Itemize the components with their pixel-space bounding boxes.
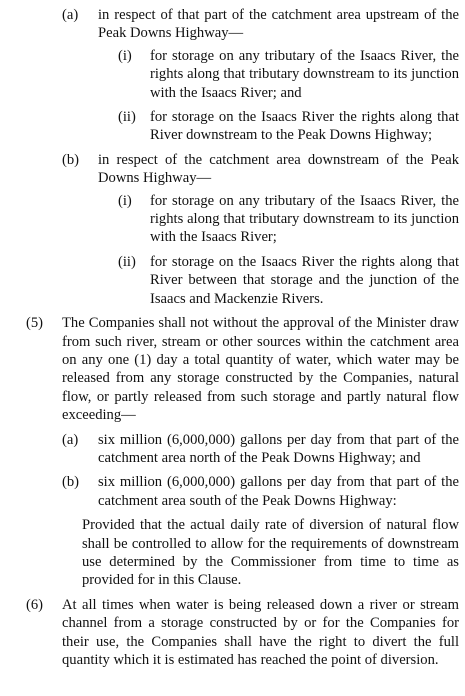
item-number: (ii)	[118, 253, 136, 270]
item-text: six million (6,000,000) gallons per day from that part of the catchment area south of the Peak Downs Highway:	[98, 474, 459, 509]
item-number: (b)	[62, 151, 80, 168]
item-text: for storage on the Isaacs River the rights along that River between that storage and the junction of the Isaacs and Mackenzie Rivers.	[150, 253, 459, 307]
subpara-ii-upstream	[0, 108, 465, 145]
item-text: for storage on any tributary of the Isaacs River, the rights along that tributary downstream to its junction with the Isaacs River;	[150, 192, 459, 246]
item-text: for storage on any tributary of the Isaacs River, the rights along that tributary downstream to its junction with the Isaacs River; and	[150, 47, 459, 101]
item-text: for storage on the Isaacs River the rights along that River downstream to the Peak Downs Highway;	[150, 109, 459, 144]
para-b-south	[0, 473, 465, 510]
proviso-text: Provided that the actual daily rate of diversion of natural flow shall be controlled to allow for the requirements of downstream use determined by the Commissioner from time to time as provided for in this Clause.	[82, 517, 459, 589]
clause-number: (5)	[26, 315, 44, 332]
item-text: in respect of the catchment area downstream of the Peak Downs Highway—	[98, 151, 459, 187]
para-a-upstream	[0, 6, 465, 43]
item-number: (b)	[62, 474, 80, 491]
item-number: (i)	[118, 192, 132, 209]
subpara-ii-downstream	[0, 253, 465, 308]
para-a-north	[0, 431, 465, 468]
clause-text: At all times when water is being released down a river or stream channel from a storage constructed by or for the Companies for their use, the Companies shall have the right to divert the full quantity which it is estimated has reached the point of diversion.	[62, 596, 459, 668]
item-number: (a)	[62, 7, 79, 23]
item-number: (ii)	[118, 109, 136, 126]
clause-text: The Companies shall not without the approval of the Minister draw from such river, stream or other sources within the catchment area on any one (1) day a total quantity of water, which water may be released from any storage constructed by the Companies, natural flow, or partly released from such storage and partly natural flow exceeding—	[62, 315, 459, 424]
clause-number: (6)	[26, 596, 44, 613]
para-b-downstream	[0, 151, 465, 188]
item-text: in respect of that part of the catchment area upstream of the Peak Downs Highway—	[98, 7, 459, 42]
item-number: (i)	[118, 47, 132, 64]
clause-5	[0, 314, 465, 424]
clause-6	[0, 596, 465, 670]
item-number: (a)	[62, 431, 79, 448]
item-text: six million (6,000,000) gallons per day from that part of the catchment area north of the Peak Downs Highway; and	[98, 431, 459, 466]
subpara-i-upstream	[0, 47, 465, 102]
subpara-i-downstream	[0, 192, 465, 247]
